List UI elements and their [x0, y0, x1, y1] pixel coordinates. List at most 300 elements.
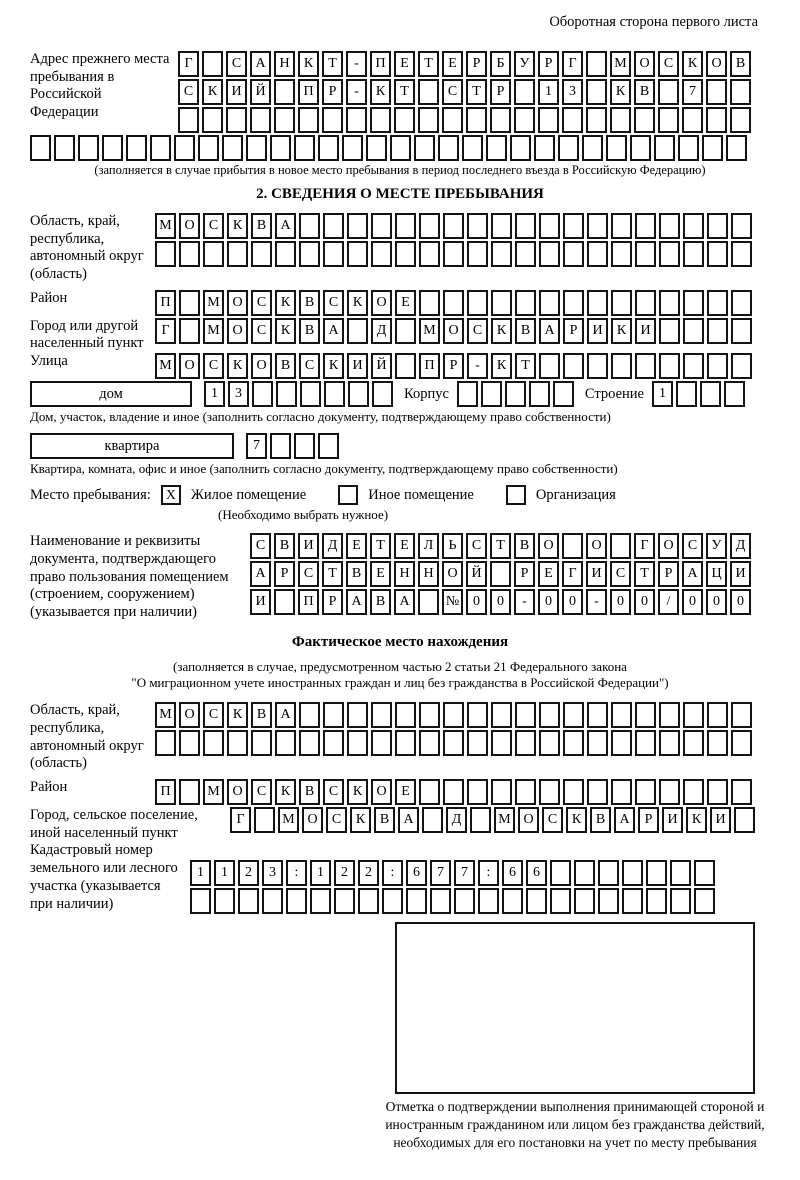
char-cell — [299, 730, 320, 756]
char-cell — [155, 730, 176, 756]
char-cell: П — [298, 589, 319, 615]
char-cell — [659, 290, 680, 316]
char-cell — [563, 702, 584, 728]
char-cell: Д — [446, 807, 467, 833]
char-cell: 2 — [238, 860, 259, 886]
char-cell — [558, 135, 579, 161]
char-cell — [611, 290, 632, 316]
char-cell — [30, 135, 51, 161]
char-row — [246, 433, 342, 459]
char-cell — [54, 135, 75, 161]
char-cell — [598, 888, 619, 914]
char-cell — [490, 107, 511, 133]
char-cell — [676, 381, 697, 407]
char-cell: Р — [514, 561, 535, 587]
char-cell — [658, 107, 679, 133]
char-cell: И — [710, 807, 731, 833]
char-cell: А — [682, 561, 703, 587]
char-cell: О — [179, 353, 200, 379]
char-cell — [371, 730, 392, 756]
char-cell: Е — [538, 561, 559, 587]
char-cell — [724, 381, 745, 407]
char-cell — [395, 353, 416, 379]
char-cell: М — [494, 807, 515, 833]
char-cell — [539, 353, 560, 379]
char-cell — [563, 779, 584, 805]
char-cell — [150, 135, 171, 161]
char-cell: К — [491, 318, 512, 344]
char-row — [250, 589, 754, 615]
prev-address-note: (заполняется в случае прибытия в новое место пребывания в период последнего въезда в Российскую Федерацию) — [94, 163, 706, 177]
char-cell — [438, 135, 459, 161]
char-cell — [683, 353, 704, 379]
char-cell: Д — [730, 533, 751, 559]
char-cell: М — [610, 51, 631, 77]
char-cell — [702, 135, 723, 161]
char-cell: Г — [634, 533, 655, 559]
char-cell — [694, 888, 715, 914]
char-cell: Л — [418, 533, 439, 559]
char-cell — [646, 860, 667, 886]
char-cell — [598, 860, 619, 886]
char-row — [178, 51, 754, 77]
char-cell: Т — [418, 51, 439, 77]
char-cell: К — [347, 779, 368, 805]
stroenie-label: Строение — [584, 385, 644, 402]
char-cell: 0 — [610, 589, 631, 615]
char-cell — [294, 135, 315, 161]
char-cell — [298, 107, 319, 133]
char-cell — [418, 79, 439, 105]
oblast-label: Область, край, республика, автономный округ (область) — [30, 213, 144, 283]
char-cell — [515, 290, 536, 316]
char-cell — [394, 107, 415, 133]
char-cell — [270, 433, 291, 459]
char-cell: С — [178, 79, 199, 105]
char-cell: Г — [562, 51, 583, 77]
char-cell: А — [398, 807, 419, 833]
char-cell: И — [586, 561, 607, 587]
char-cell: 7 — [246, 433, 267, 459]
char-row — [155, 779, 755, 805]
char-cell: 0 — [466, 589, 487, 615]
char-cell: Г — [562, 561, 583, 587]
char-cell — [418, 589, 439, 615]
kvartira-box: квартира — [30, 433, 234, 459]
char-cell — [683, 241, 704, 267]
char-cell — [526, 888, 547, 914]
char-row — [652, 381, 748, 407]
char-cell — [442, 107, 463, 133]
ulitsa-block — [30, 353, 770, 381]
char-cell — [659, 213, 680, 239]
char-cell — [491, 241, 512, 267]
char-row — [155, 318, 755, 344]
char-cell — [611, 702, 632, 728]
char-cell: И — [226, 79, 247, 105]
char-cell — [299, 241, 320, 267]
char-cell — [414, 135, 435, 161]
char-cell — [550, 888, 571, 914]
char-cell — [323, 730, 344, 756]
dom-row — [30, 381, 770, 407]
char-cell — [658, 79, 679, 105]
char-cell — [179, 241, 200, 267]
factual-raion-label: Район — [30, 779, 68, 796]
char-cell — [529, 381, 550, 407]
char-cell — [467, 702, 488, 728]
prev-address-label: Адрес прежнего места пребывания в Российской Федерации — [30, 51, 170, 121]
char-cell — [323, 702, 344, 728]
char-cell: 6 — [502, 860, 523, 886]
char-cell — [203, 241, 224, 267]
char-cell: Й — [371, 353, 392, 379]
char-cell — [587, 241, 608, 267]
char-cell — [491, 213, 512, 239]
kvartira-caption: Квартира, комната, офис и иное (заполнить согласно документу, подтверждающему право собственности) — [30, 461, 618, 477]
char-cell — [683, 318, 704, 344]
char-cell — [539, 730, 560, 756]
char-row — [155, 290, 755, 316]
char-cell — [515, 779, 536, 805]
char-cell — [622, 888, 643, 914]
char-cell — [491, 779, 512, 805]
char-cell — [430, 888, 451, 914]
char-cell — [654, 135, 675, 161]
char-cell — [466, 107, 487, 133]
char-cell: С — [467, 318, 488, 344]
raion-label: Район — [30, 289, 68, 306]
char-cell — [515, 730, 536, 756]
char-cell: О — [443, 318, 464, 344]
char-cell: Т — [466, 79, 487, 105]
prev-address-rows — [178, 51, 754, 135]
char-cell — [731, 290, 752, 316]
char-cell: А — [275, 213, 296, 239]
char-cell: - — [346, 51, 367, 77]
char-cell — [707, 213, 728, 239]
oblast-block — [30, 213, 770, 284]
char-cell — [515, 702, 536, 728]
char-cell: О — [371, 779, 392, 805]
char-cell — [174, 135, 195, 161]
char-cell: С — [610, 561, 631, 587]
char-cell: В — [299, 779, 320, 805]
char-cell — [418, 107, 439, 133]
char-cell — [334, 888, 355, 914]
char-cell — [683, 702, 704, 728]
char-cell: К — [275, 290, 296, 316]
char-row — [190, 860, 718, 886]
char-cell — [707, 241, 728, 267]
char-cell — [226, 107, 247, 133]
char-cell — [538, 107, 559, 133]
char-cell: Й — [466, 561, 487, 587]
char-cell: Т — [322, 561, 343, 587]
char-cell — [179, 318, 200, 344]
ulitsa-label: Улица — [30, 353, 68, 370]
char-cell — [491, 290, 512, 316]
char-cell: 7 — [454, 860, 475, 886]
char-cell — [678, 135, 699, 161]
char-cell: 0 — [682, 589, 703, 615]
char-cell — [371, 213, 392, 239]
char-cell: 1 — [310, 860, 331, 886]
char-cell: У — [706, 533, 727, 559]
char-cell: 1 — [652, 381, 673, 407]
char-cell: А — [394, 589, 415, 615]
confirmation-stamp-box — [395, 922, 755, 1094]
char-cell — [683, 213, 704, 239]
char-cell — [515, 213, 536, 239]
char-cell: С — [203, 353, 224, 379]
char-cell: О — [658, 533, 679, 559]
char-cell: С — [466, 533, 487, 559]
char-cell — [286, 888, 307, 914]
char-cell: К — [275, 779, 296, 805]
zhiloe-checkbox: X — [161, 485, 181, 505]
char-cell — [706, 107, 727, 133]
char-row — [178, 79, 754, 105]
char-cell: А — [275, 702, 296, 728]
char-cell: 2 — [358, 860, 379, 886]
char-cell — [323, 241, 344, 267]
char-cell: Р — [563, 318, 584, 344]
char-cell: У — [514, 51, 535, 77]
char-cell: О — [538, 533, 559, 559]
char-cell: П — [155, 290, 176, 316]
char-cell — [299, 702, 320, 728]
char-cell: Р — [490, 79, 511, 105]
char-cell: М — [203, 290, 224, 316]
char-cell: М — [203, 779, 224, 805]
char-cell: Р — [658, 561, 679, 587]
char-cell — [611, 730, 632, 756]
char-cell — [262, 888, 283, 914]
char-cell — [274, 589, 295, 615]
char-cell: Г — [178, 51, 199, 77]
char-cell: К — [611, 318, 632, 344]
factual-gorod-label: Город, сельское поселение, иной населенный пункт — [30, 807, 198, 841]
char-cell: В — [515, 318, 536, 344]
char-cell — [342, 135, 363, 161]
char-cell — [635, 353, 656, 379]
char-cell — [707, 730, 728, 756]
char-cell — [390, 135, 411, 161]
stamp-caption: Отметка о подтверждении выполнения принимающей стороной и иностранным гражданином или лицом без гражданства действий, необходимых для его постановки на учет по месту пребывания — [385, 1099, 765, 1151]
char-cell — [539, 241, 560, 267]
char-cell: В — [251, 702, 272, 728]
char-cell — [606, 135, 627, 161]
char-cell — [454, 888, 475, 914]
mesto-row — [30, 485, 770, 505]
char-cell — [514, 107, 535, 133]
char-row — [155, 730, 755, 756]
char-cell: К — [566, 807, 587, 833]
char-cell — [202, 51, 223, 77]
char-cell: П — [155, 779, 176, 805]
char-cell — [102, 135, 123, 161]
char-cell — [457, 381, 478, 407]
char-cell: 1 — [214, 860, 235, 886]
char-cell — [610, 107, 631, 133]
char-cell: М — [155, 213, 176, 239]
char-cell — [299, 213, 320, 239]
char-cell — [419, 241, 440, 267]
char-cell: Т — [370, 533, 391, 559]
char-cell — [300, 381, 321, 407]
char-cell: С — [203, 702, 224, 728]
char-cell — [510, 135, 531, 161]
char-cell — [178, 107, 199, 133]
char-cell — [563, 241, 584, 267]
char-cell: - — [586, 589, 607, 615]
char-cell — [467, 241, 488, 267]
kadastr-label: Кадастровый номер земельного или лесного участка (указывается при наличии) — [30, 842, 178, 912]
char-cell — [443, 779, 464, 805]
char-cell — [730, 79, 751, 105]
char-row-full — [30, 135, 770, 161]
char-cell — [659, 353, 680, 379]
factual-title: Фактическое место нахождения — [291, 633, 509, 650]
char-cell — [731, 779, 752, 805]
char-cell — [610, 533, 631, 559]
char-cell: № — [442, 589, 463, 615]
char-cell — [486, 135, 507, 161]
char-cell — [539, 213, 560, 239]
char-cell — [422, 807, 443, 833]
char-cell — [214, 888, 235, 914]
factual-oblast-block — [30, 702, 770, 773]
char-cell — [347, 730, 368, 756]
char-cell — [587, 213, 608, 239]
char-cell: Е — [395, 779, 416, 805]
char-cell — [443, 290, 464, 316]
char-cell — [251, 730, 272, 756]
char-cell: М — [155, 353, 176, 379]
char-cell — [563, 730, 584, 756]
char-cell — [222, 135, 243, 161]
char-cell — [254, 807, 275, 833]
char-cell — [731, 318, 752, 344]
char-row — [204, 381, 396, 407]
dom-box: дом — [30, 381, 192, 407]
char-cell — [730, 107, 751, 133]
char-cell — [707, 290, 728, 316]
char-cell — [515, 241, 536, 267]
char-cell — [347, 241, 368, 267]
char-cell — [323, 213, 344, 239]
kadastr-block — [30, 842, 770, 916]
char-cell — [348, 381, 369, 407]
char-cell — [539, 779, 560, 805]
char-cell: К — [227, 353, 248, 379]
char-cell — [611, 213, 632, 239]
char-row — [250, 561, 754, 587]
char-cell — [670, 860, 691, 886]
char-cell: В — [370, 589, 391, 615]
char-cell — [238, 888, 259, 914]
char-cell: С — [658, 51, 679, 77]
korpus-label: Корпус — [404, 385, 449, 402]
char-cell: Ь — [442, 533, 463, 559]
char-cell — [659, 241, 680, 267]
char-cell — [586, 107, 607, 133]
char-cell: : — [478, 860, 499, 886]
organizatsia-label: Организация — [535, 486, 616, 503]
char-cell: В — [274, 533, 295, 559]
char-cell — [682, 107, 703, 133]
char-cell: В — [514, 533, 535, 559]
char-cell — [370, 107, 391, 133]
char-cell: 0 — [562, 589, 583, 615]
char-cell: Г — [155, 318, 176, 344]
char-cell — [707, 318, 728, 344]
char-cell: 0 — [634, 589, 655, 615]
char-cell — [514, 79, 535, 105]
char-cell — [586, 79, 607, 105]
char-cell — [502, 888, 523, 914]
char-cell: И — [587, 318, 608, 344]
char-cell — [347, 318, 368, 344]
char-cell: С — [326, 807, 347, 833]
char-cell — [275, 730, 296, 756]
char-cell: С — [323, 779, 344, 805]
char-cell: 0 — [706, 589, 727, 615]
char-cell — [227, 730, 248, 756]
char-cell: Й — [250, 79, 271, 105]
char-cell: Р — [638, 807, 659, 833]
organizatsia-checkbox — [506, 485, 526, 505]
char-cell: Н — [418, 561, 439, 587]
char-cell: О — [442, 561, 463, 587]
char-cell — [372, 381, 393, 407]
char-cell: Е — [395, 290, 416, 316]
factual-oblast-rows — [155, 702, 755, 758]
char-cell — [310, 888, 331, 914]
char-cell: Т — [322, 51, 343, 77]
char-cell: Р — [322, 589, 343, 615]
char-cell: М — [419, 318, 440, 344]
char-cell — [395, 241, 416, 267]
char-cell: М — [203, 318, 224, 344]
char-cell — [659, 702, 680, 728]
char-cell: К — [347, 290, 368, 316]
char-cell: С — [542, 807, 563, 833]
kvartira-row — [30, 433, 770, 459]
prev-address-block — [30, 51, 770, 135]
char-cell — [505, 381, 526, 407]
char-cell — [318, 135, 339, 161]
char-cell — [659, 318, 680, 344]
char-cell — [419, 779, 440, 805]
char-cell: П — [419, 353, 440, 379]
char-cell: 0 — [730, 589, 751, 615]
char-cell: К — [323, 353, 344, 379]
zhiloe-label: Жилое помещение — [190, 486, 307, 503]
char-cell: О — [634, 51, 655, 77]
char-cell — [78, 135, 99, 161]
char-cell: 3 — [262, 860, 283, 886]
char-cell: А — [250, 561, 271, 587]
dom-caption: Дом, участок, владение и иное (заполнить согласно документу, подтверждающему право собственности) — [30, 409, 611, 425]
char-cell — [250, 107, 271, 133]
char-cell: И — [347, 353, 368, 379]
document-rows — [250, 533, 754, 617]
char-cell: 6 — [406, 860, 427, 886]
gorod-label: Город или другой населенный пункт — [30, 317, 144, 352]
char-cell — [700, 381, 721, 407]
